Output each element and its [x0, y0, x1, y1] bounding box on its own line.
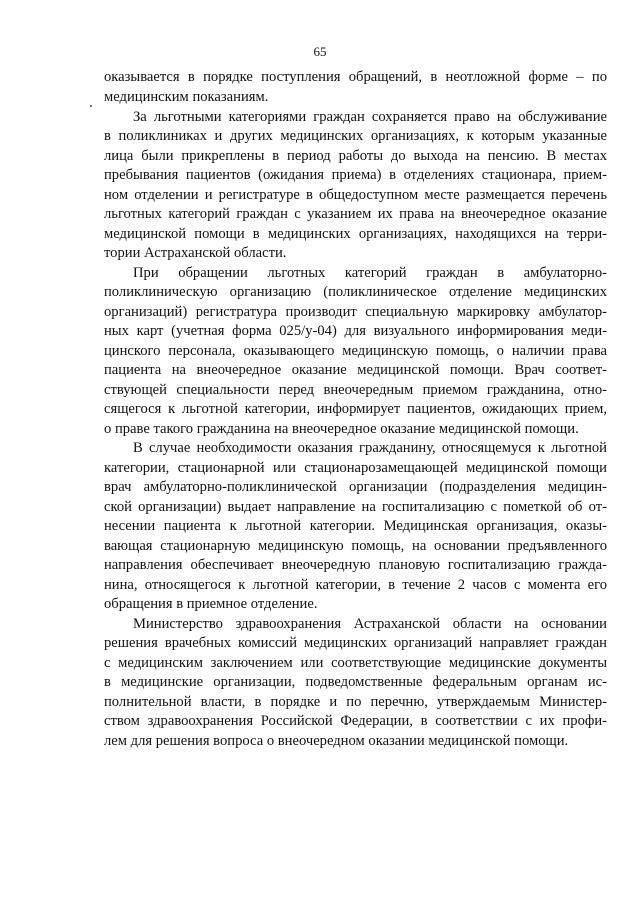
text-line: обращения в приемное отделение.	[104, 596, 318, 612]
text-line: категории, стационарной или стационарозамещающей медицинской помощи	[104, 460, 607, 476]
text-line: о праве такого гражданина на внеочередное оказание медицинской помощи.	[104, 421, 579, 437]
text-line: цинского персонала, оказывающего медицинскую помощь, о наличии права	[104, 343, 607, 359]
text-line: тории Астраханской области.	[104, 245, 287, 261]
text-line: лица были прикреплены в период работы до выхода на пенсию. В местах	[104, 148, 607, 164]
text-line: медицинским показаниям.	[104, 89, 269, 105]
text-line: При обращении льготных категорий граждан в амбулаторно-	[133, 265, 607, 281]
text-line: врач амбулаторно-поликлинической организации (подразделения медицин-	[104, 479, 607, 495]
text-line: ской организации) выдает направление на госпитализацию с пометкой об от-	[104, 499, 607, 515]
text-line: лем для решения вопроса о внеочередном оказании медицинской помощи.	[104, 733, 569, 749]
text-line: оказывается в порядке поступления обращений, в неотложной форме – по	[104, 69, 607, 85]
text-line: полнительной власти, в порядке и по перечню, утверждаемым Министер-	[104, 694, 607, 710]
text-line: решения врачебных комиссий медицинских организаций направляет граждан	[104, 635, 607, 651]
text-line: ных карт (учетная форма 025/у-04) для визуального информирования меди-	[104, 323, 607, 339]
text-line: направления обеспечивает внеочередную плановую госпитализацию гражда-	[104, 557, 607, 573]
text-line: ствующей специальности перед внеочередным приемом гражданина, отно-	[104, 382, 607, 398]
text-line: ном отделении и регистратуре в общедоступном месте размещается перечень	[104, 187, 607, 203]
text-line: вающая стационарную медицинскую помощь, на основании предъявленного	[104, 538, 607, 554]
text-line: ством здравоохранения Российской Федерации, в соответствии с их профи-	[104, 713, 607, 729]
text-line: пребывания пациентов (ожидания приема) в отделениях стационара, прием-	[104, 167, 607, 183]
text-line: пациента на внеочередное оказание медицинской помощи. Врач соответ-	[104, 362, 607, 378]
page-number: 65	[313, 44, 327, 59]
text-line: медицинской помощи в медицинских организациях, находящихся на терри-	[104, 226, 607, 242]
text-line: Министерство здравоохранения Астраханской области на основании	[133, 616, 607, 632]
text-line: сящегося к льготной категории, информирует пациентов, ожидающих прием,	[104, 401, 607, 417]
text-line: в медицинские организации, подведомственные федеральным органам ис-	[104, 674, 607, 690]
margin-mark	[90, 105, 92, 107]
text-line: нина, относящегося к льготной категории, в течение 2 часов с момента его	[104, 577, 607, 593]
text-line: в поликлиниках и других медицинских организациях, к которым указанные	[104, 128, 607, 144]
text-line: несении пациента к льготной категории. Медицинская организация, оказы-	[104, 518, 607, 534]
text-line: В случае необходимости оказания гражданину, относящемуся к льготной	[133, 440, 607, 456]
text-line: организаций) регистратура производит специальную маркировку амбулатор-	[104, 304, 607, 320]
text-line: льготных категорий граждан с указанием их права на внеочередное оказание	[104, 206, 607, 222]
text-line: поликлиническую организацию (поликлиническое отделение медицинских	[104, 284, 607, 300]
text-line: За льготными категориями граждан сохраняется право на обслуживание	[133, 109, 607, 125]
text-line: с медицинским заключением или соответствующие медицинские документы	[104, 655, 607, 671]
